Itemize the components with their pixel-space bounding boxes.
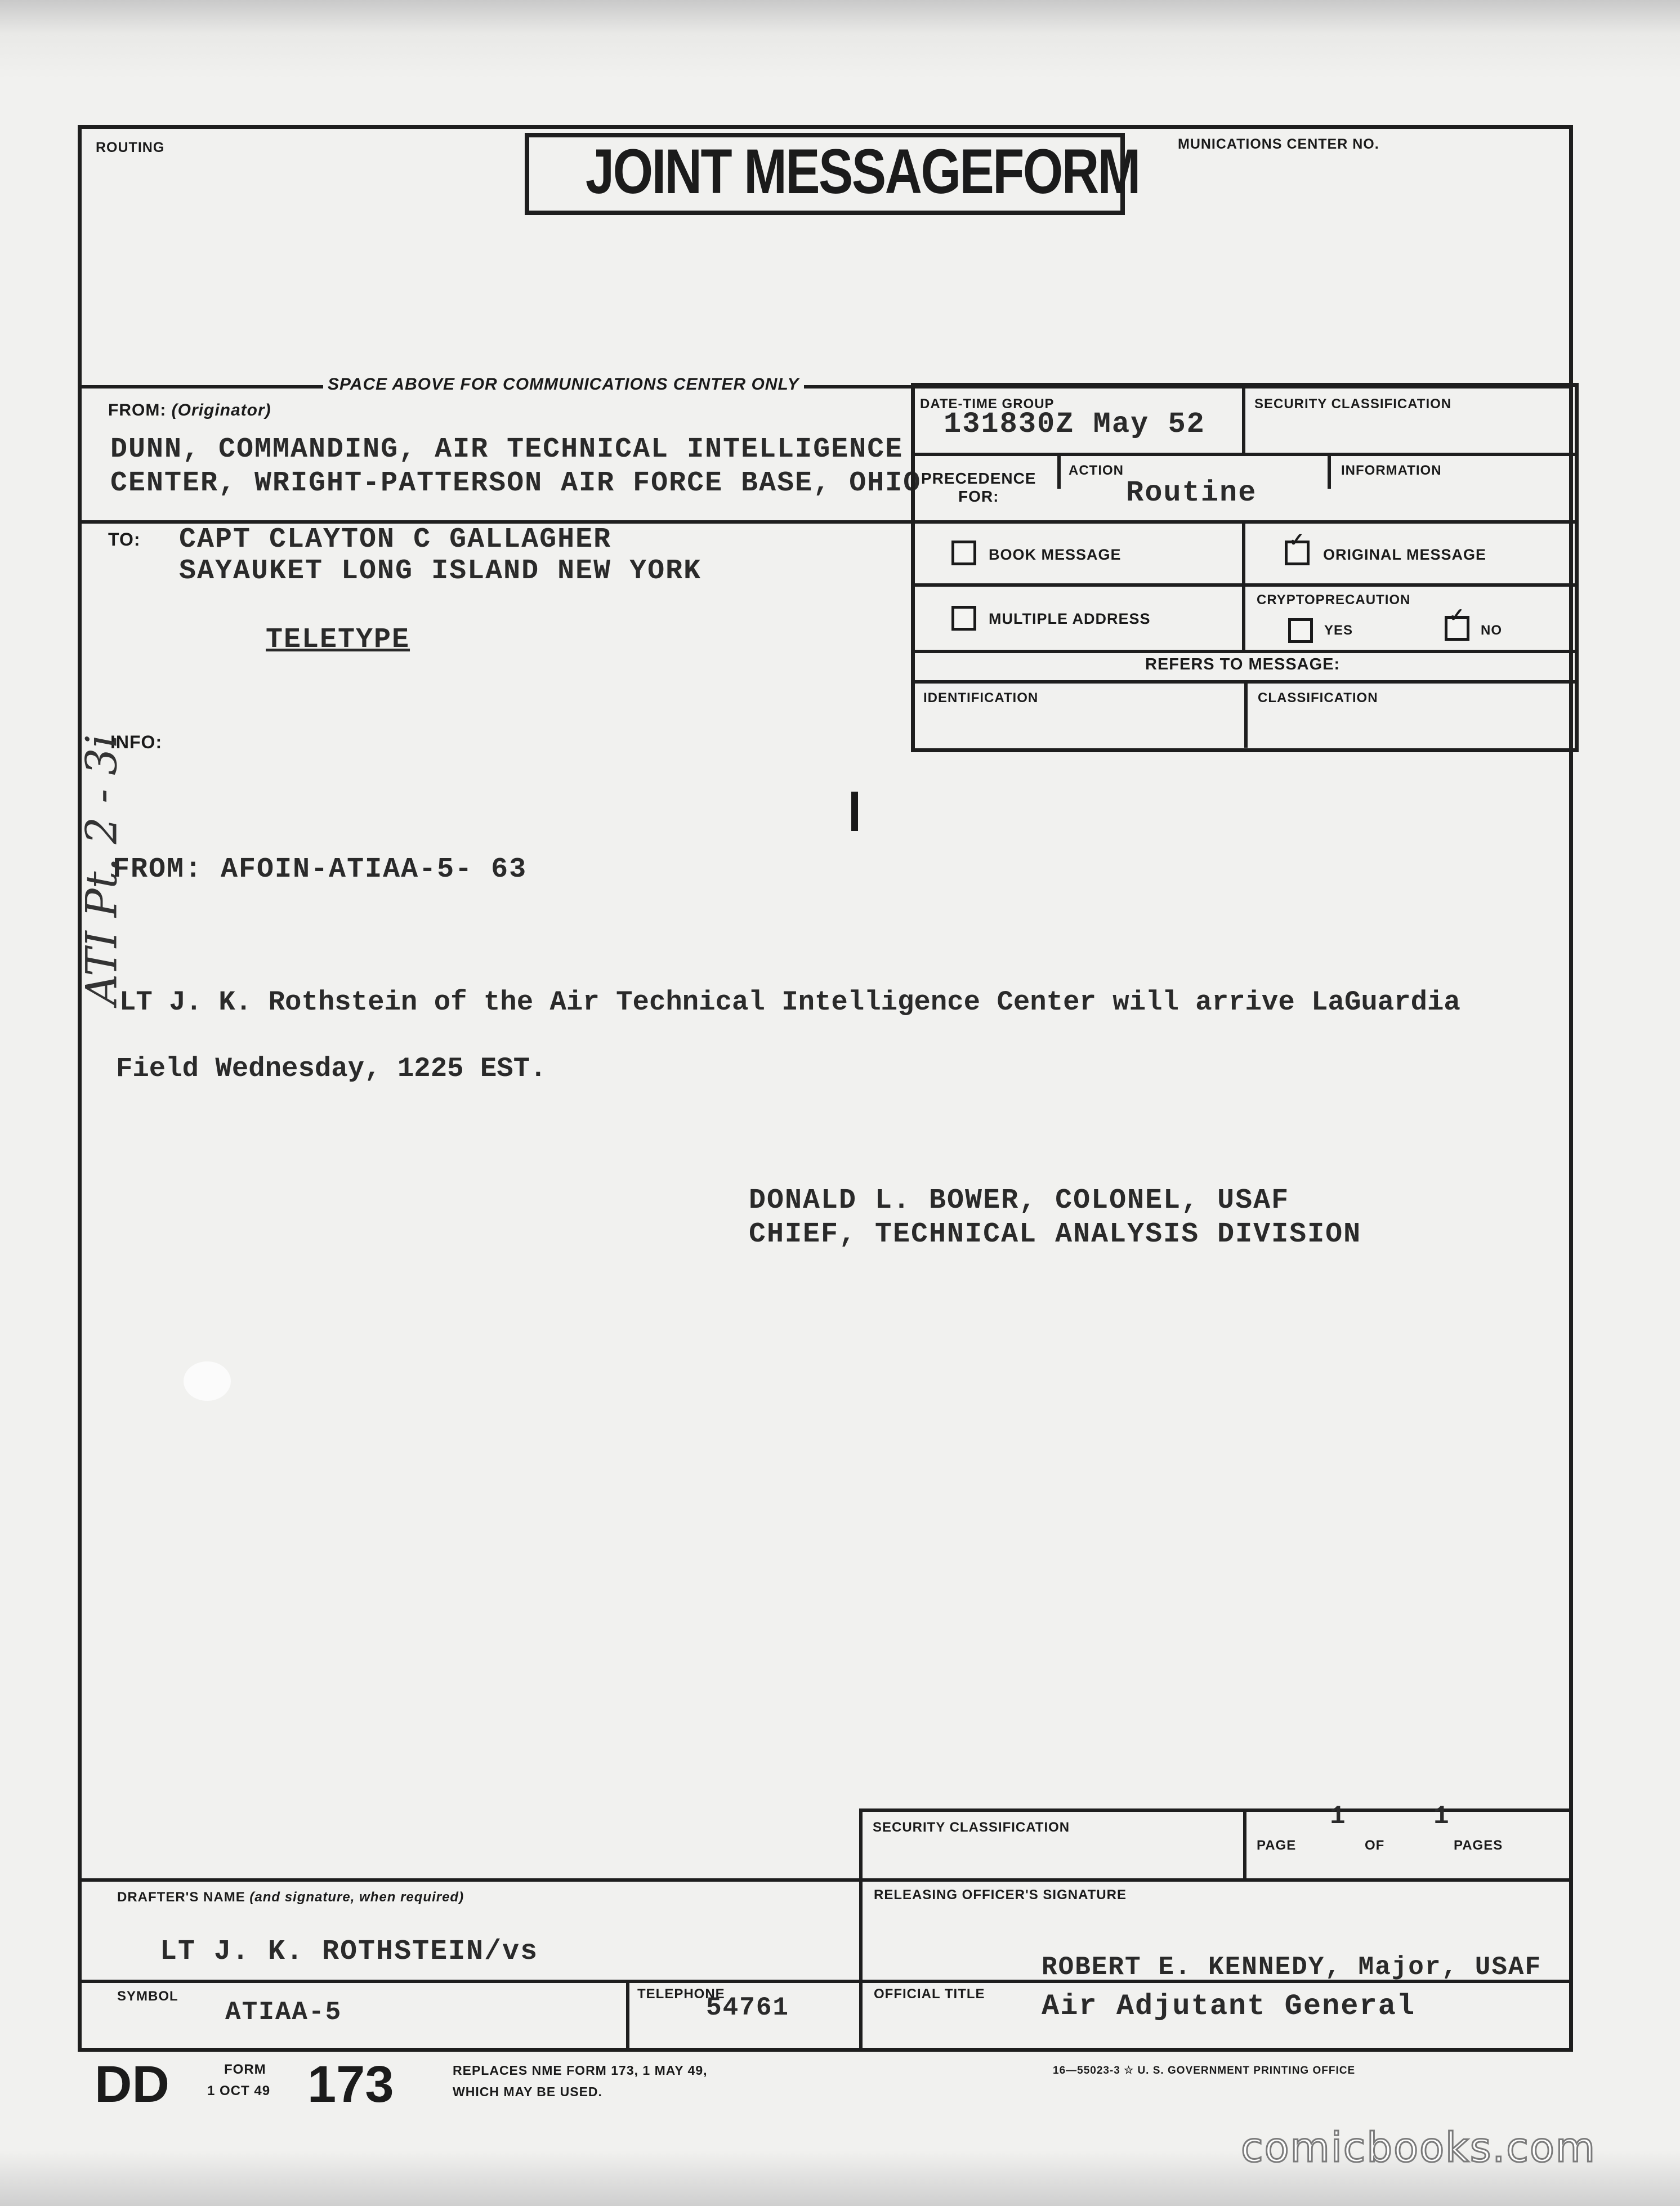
check-mark-icon: ✓ — [1289, 529, 1305, 551]
gpo-imprint: 16—55023-3 ☆ U. S. GOVERNMENT PRINTING OFFICE — [1053, 2065, 1356, 2077]
check-mark-icon: ✓ — [1449, 605, 1465, 626]
to-label: TO: — [108, 529, 141, 550]
original-message-checkbox[interactable] — [1285, 529, 1310, 565]
footer-top-divider — [859, 1808, 1573, 1812]
teletype-note: TELETYPE — [266, 624, 410, 656]
drafter-label: DRAFTER'S NAME (and signature, when required) — [117, 1890, 464, 1905]
official-title-value: Air Adjutant General — [1042, 1990, 1416, 2023]
identification-label: IDENTIFICATION — [923, 690, 1039, 705]
pages-label: PAGES — [1454, 1838, 1503, 1853]
footer-v-divider-2 — [1243, 1808, 1246, 1878]
from-line-1: DUNN, COMMANDING, AIR TECHNICAL INTELLIGENCE — [110, 434, 904, 466]
classification-label: CLASSIFICATION — [1258, 690, 1378, 705]
action-label: ACTION — [1069, 463, 1124, 478]
comm-center-no-label: MUNICATIONS CENTER NO. — [1178, 136, 1379, 152]
grid-h-divider-1 — [913, 453, 1575, 456]
action-value: Routine — [1126, 476, 1257, 510]
from-line-2: CENTER, WRIGHT-PATTERSON AIR FORCE BASE, OHIO — [110, 467, 922, 499]
signature-line-2: CHIEF, TECHNICAL ANALYSIS DIVISION — [749, 1218, 1362, 1251]
grid-h-divider-4 — [913, 650, 1575, 653]
form-number: 173 — [307, 2056, 394, 2113]
precedence-label: PRECEDENCE FOR: — [921, 470, 1036, 505]
margin-handwritten-note: ATI Pt. 2 - 3i — [76, 734, 127, 1005]
to-line-1: CAPT CLAYTON C GALLAGHER — [179, 524, 612, 556]
signature-line-1: DONALD L. BOWER, COLONEL, USAF — [749, 1185, 1290, 1217]
footer-mid-divider — [81, 1878, 1571, 1882]
page-label: PAGE — [1257, 1838, 1297, 1853]
multiple-address-label: MULTIPLE ADDRESS — [989, 610, 1151, 627]
form-dd-mark: DD — [95, 2056, 169, 2113]
from-label: FROM: (Originator) — [108, 401, 271, 419]
symbol-value: ATIAA-5 — [225, 1998, 342, 2027]
original-message-label: ORIGINAL MESSAGE — [1323, 546, 1487, 563]
symbol-label: SYMBOL — [117, 1989, 178, 2004]
form-date: 1 OCT 49 — [207, 2083, 271, 2098]
grid-v-divider-3 — [1328, 455, 1331, 489]
space-above-label: SPACE ABOVE FOR COMMUNICATIONS CENTER ONLY — [323, 375, 804, 394]
pages-value: 1 — [1433, 1802, 1450, 1831]
crypto-no-label: NO — [1481, 623, 1502, 638]
drafter-value: LT J. K. ROTHSTEIN/vs — [160, 1936, 539, 1968]
message-body-line-2: Field Wednesday, 1225 EST. — [116, 1053, 547, 1084]
official-title-label: OFFICIAL TITLE — [874, 1986, 985, 2002]
crypto-yes-checkbox[interactable] — [1288, 618, 1313, 643]
footer-v-divider-3 — [626, 1980, 629, 2049]
multiple-address-checkbox[interactable] — [951, 606, 976, 631]
precedence-for-label: FOR: — [958, 488, 999, 505]
grid-v-divider-5 — [1244, 682, 1248, 748]
paper-blemish — [184, 1361, 231, 1401]
telephone-label: TELEPHONE — [637, 1986, 725, 2002]
of-label: OF — [1365, 1838, 1385, 1853]
date-time-group-label: DATE-TIME GROUP — [920, 396, 1055, 412]
originator-label: (Originator) — [171, 401, 271, 419]
telephone-value: 54761 — [706, 1993, 790, 2022]
footer-symbol-divider — [81, 1980, 861, 1983]
grid-v-divider-1 — [1242, 385, 1245, 453]
book-message-checkbox[interactable] — [951, 541, 976, 565]
grid-h-divider-3 — [913, 583, 1575, 587]
book-message-label: BOOK MESSAGE — [989, 546, 1122, 563]
watermark: comicbooks.com — [1241, 2124, 1597, 2171]
routing-label: ROUTING — [96, 140, 165, 155]
replaces-line-2: WHICH MAY BE USED. — [453, 2084, 602, 2099]
tick-mark — [851, 792, 858, 831]
message-body-line-1: LT J. K. Rothstein of the Air Technical Intelligence Center will arrive LaGuardia — [119, 986, 1460, 1018]
replaces-line-1: REPLACES NME FORM 173, 1 MAY 49, — [453, 2063, 708, 2078]
grid-v-divider-2 — [1057, 455, 1061, 489]
date-time-group-value: 131830Z May 52 — [944, 408, 1205, 441]
drafter-note: (and signature, when required) — [249, 1890, 464, 1905]
form-title: JOINT MESSAGEFORM — [586, 136, 1140, 207]
page-value: 1 — [1330, 1802, 1347, 1831]
form-label: FORM — [224, 2062, 266, 2077]
cryptoprecaution-label: CRYPTOPRECAUTION — [1257, 592, 1411, 608]
footer-security-classification-label: SECURITY CLASSIFICATION — [873, 1820, 1070, 1835]
refers-to-label: REFERS TO MESSAGE: — [1145, 655, 1341, 673]
info-label: INFO: — [110, 732, 163, 752]
security-classification-label: SECURITY CLASSIFICATION — [1254, 396, 1452, 412]
to-line-2: SAYAUKET LONG ISLAND NEW YORK — [179, 555, 702, 587]
releasing-officer-label: RELEASING OFFICER'S SIGNATURE — [874, 1887, 1127, 1903]
releasing-officer-value: ROBERT E. KENNEDY, Major, USAF — [1042, 1953, 1542, 1982]
crypto-no-checkbox[interactable] — [1445, 605, 1469, 641]
footer-v-divider-1 — [859, 1808, 863, 2049]
message-from-reference: FROM: AFOIN-ATIAA-5- 63 — [113, 854, 528, 886]
information-label: INFORMATION — [1341, 463, 1442, 478]
crypto-yes-label: YES — [1324, 623, 1353, 638]
